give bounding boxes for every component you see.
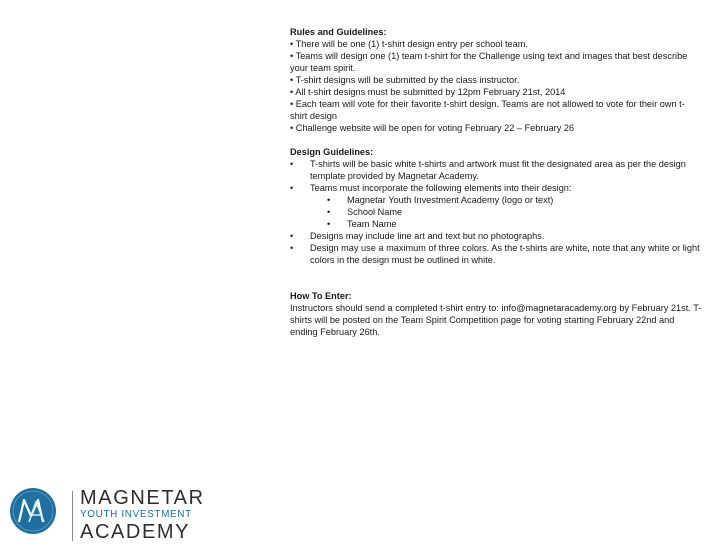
list-item-text: School Name <box>347 207 403 217</box>
list-item-text: T-shirts will be basic white t-shirts and artwork must fit the designated area as per the design template provided by Magnetar Academy. <box>310 159 686 181</box>
logo-line-1: MAGNETAR <box>80 487 205 509</box>
magnetar-logo <box>10 488 210 544</box>
bullet: • <box>290 159 294 169</box>
sub-list-item <box>290 194 702 206</box>
bullet: • <box>327 219 331 229</box>
bullet: • <box>327 195 331 205</box>
design-heading: Design Guidelines: <box>290 147 374 157</box>
sub-list-item <box>290 206 702 218</box>
bullet: • <box>290 183 294 193</box>
list-item-text: Teams must incorporate the following elements into their design: <box>310 183 572 193</box>
list-item-text: Design may use a maximum of three colors. As the t-shirts are white, note that any white or light colors in the design must be outlined in white. <box>310 243 700 265</box>
logo-wordmark <box>80 488 205 542</box>
logo-line-3: ACADEMY <box>80 521 191 543</box>
bullet: • <box>327 207 331 217</box>
rules-item: • T-shirt designs will be submitted by the class instructor. <box>290 75 520 85</box>
bullet: • <box>290 231 294 241</box>
logo-monogram-icon <box>10 488 56 534</box>
logo-divider <box>72 491 73 541</box>
document-body <box>290 26 702 338</box>
enter-heading: How To Enter: <box>290 291 352 301</box>
sub-list-item <box>290 218 702 230</box>
bullet: • <box>290 243 294 253</box>
list-item-text: Team Name <box>347 219 397 229</box>
rules-item: • There will be one (1) t-shirt design entry per school team. <box>290 39 528 49</box>
logo-line-2: YOUTH INVESTMENT <box>80 509 192 520</box>
rules-item: • All t-shirt designs must be submitted by 12pm February 21st, 2014 <box>290 87 566 97</box>
design-list <box>290 158 702 266</box>
rules-item: • Challenge website will be open for voting February 22 – February 26 <box>290 123 575 133</box>
list-item-text: Designs may include line art and text but no photographs. <box>310 231 545 241</box>
list-item-text: Magnetar Youth Investment Academy (logo or text) <box>347 195 554 205</box>
enter-body: Instructors should send a completed t-shirt entry to: info@magnetaracademy.org by February 21st. T-shirts will be posted on the Team Spirit Competition page for voting starting February 22nd and ending February 26th. <box>290 303 702 337</box>
rules-item: • Teams will design one (1) team t-shirt for the Challenge using text and images that best describe your team spirit. <box>290 51 688 73</box>
rules-heading: Rules and Guidelines: <box>290 27 387 37</box>
rules-item: • Each team will vote for their favorite t-shirt design. Teams are not allowed to vote for their own t-shirt design <box>290 99 685 121</box>
list-item <box>290 230 702 242</box>
list-item <box>290 242 702 266</box>
list-item <box>290 182 702 194</box>
list-item <box>290 158 702 182</box>
